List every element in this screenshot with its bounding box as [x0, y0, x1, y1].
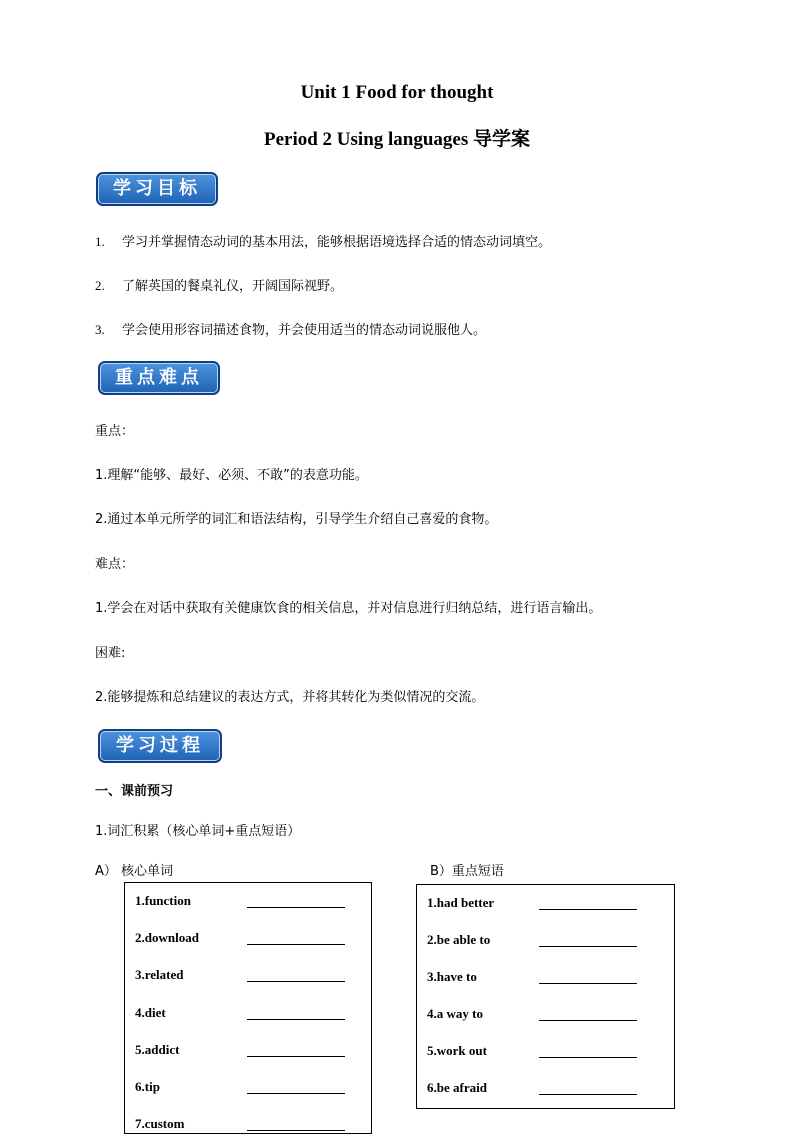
- word-row: [135, 1079, 355, 1099]
- word-label: 7.custom: [135, 1116, 185, 1131]
- objective-item-1: [95, 231, 551, 250]
- phrase-row: [427, 1080, 647, 1100]
- word-row: [135, 1116, 355, 1136]
- word-label: 6.tip: [135, 1079, 160, 1094]
- answer-blank[interactable]: [247, 1019, 345, 1020]
- hard-item-1: 2.能够提炼和总结建议的表达方式，并将其转化为类似情况的交流。: [95, 690, 485, 705]
- phrase-row: [427, 932, 647, 952]
- word-row: [135, 893, 355, 913]
- section-preview-heading: 一、课前预习: [95, 784, 174, 799]
- key-phrases-table: [416, 884, 675, 1109]
- objective-item-3: [95, 319, 486, 338]
- phrase-label: 5.work out: [427, 1043, 487, 1058]
- answer-blank[interactable]: [247, 907, 345, 908]
- vocab-title: 1.词汇积累（核心单词+重点短语）: [95, 824, 301, 839]
- answer-blank[interactable]: [247, 944, 345, 945]
- phrase-row: [427, 1043, 647, 1063]
- answer-blank[interactable]: [247, 981, 345, 982]
- answer-blank[interactable]: [539, 1020, 637, 1021]
- phrase-label: 1.had better: [427, 895, 495, 910]
- objective-number: 2.: [95, 278, 105, 293]
- difficult-item-1: 1.学会在对话中获取有关健康饮食的相关信息，并对信息进行归纳总结，进行语言输出。: [95, 601, 602, 616]
- phrase-label: 4.a way to: [427, 1006, 483, 1021]
- word-row: [135, 1005, 355, 1025]
- process-heading-badge: 学习过程: [98, 729, 222, 763]
- objective-text: 学习并掌握情态动词的基本用法，能够根据语境选择合适的情态动词填空。: [122, 235, 552, 250]
- phrase-label: 3.have to: [427, 969, 477, 984]
- word-row: [135, 967, 355, 987]
- answer-blank[interactable]: [247, 1093, 345, 1094]
- key-points-heading-badge: 重点难点: [98, 361, 220, 395]
- word-row: [135, 930, 355, 950]
- phrase-row: [427, 969, 647, 989]
- answer-blank[interactable]: [539, 1094, 637, 1095]
- hard-label: 困难:: [95, 646, 126, 661]
- answer-blank[interactable]: [247, 1056, 345, 1057]
- answer-blank[interactable]: [539, 946, 637, 947]
- difficult-label: 难点：: [95, 557, 135, 572]
- phrase-row: [427, 895, 647, 915]
- answer-blank[interactable]: [539, 1057, 637, 1058]
- phrase-label: 6.be afraid: [427, 1080, 487, 1095]
- objective-text: 了解英国的餐桌礼仪，开阔国际视野。: [122, 279, 344, 294]
- answer-blank[interactable]: [247, 1130, 345, 1131]
- objectives-heading-badge: 学习目标: [96, 172, 218, 206]
- answer-blank[interactable]: [539, 909, 637, 910]
- objective-text: 学会使用形容词描述食物，并会使用适当的情态动词说服他人。: [122, 323, 487, 338]
- objective-number: 1.: [95, 234, 105, 249]
- phrase-row: [427, 1006, 647, 1026]
- key-item-2: 2.通过本单元所学的词汇和语法结构，引导学生介绍自己喜爱的食物。: [95, 512, 498, 527]
- core-words-table: [124, 882, 372, 1134]
- document-title: Unit 1 Food for thought: [300, 82, 494, 103]
- word-label: 4.diet: [135, 1005, 166, 1020]
- key-item-1: 1.理解“能够、最好、必须、不敢”的表意功能。: [95, 468, 368, 483]
- word-label: 2.download: [135, 930, 199, 945]
- word-label: 5.addict: [135, 1042, 180, 1057]
- key-label: 重点：: [95, 424, 135, 439]
- word-row: [135, 1042, 355, 1062]
- word-label: 3.related: [135, 967, 184, 982]
- answer-blank[interactable]: [539, 983, 637, 984]
- document-subtitle: Period 2 Using languages 导学案: [263, 129, 531, 150]
- phrase-label: 2.be able to: [427, 932, 491, 947]
- core-words-label: A） 核心单词: [95, 864, 174, 879]
- key-phrases-label: B）重点短语: [430, 864, 504, 879]
- objective-number: 3.: [95, 322, 105, 337]
- objective-item-2: [95, 275, 343, 294]
- word-label: 1.function: [135, 893, 191, 908]
